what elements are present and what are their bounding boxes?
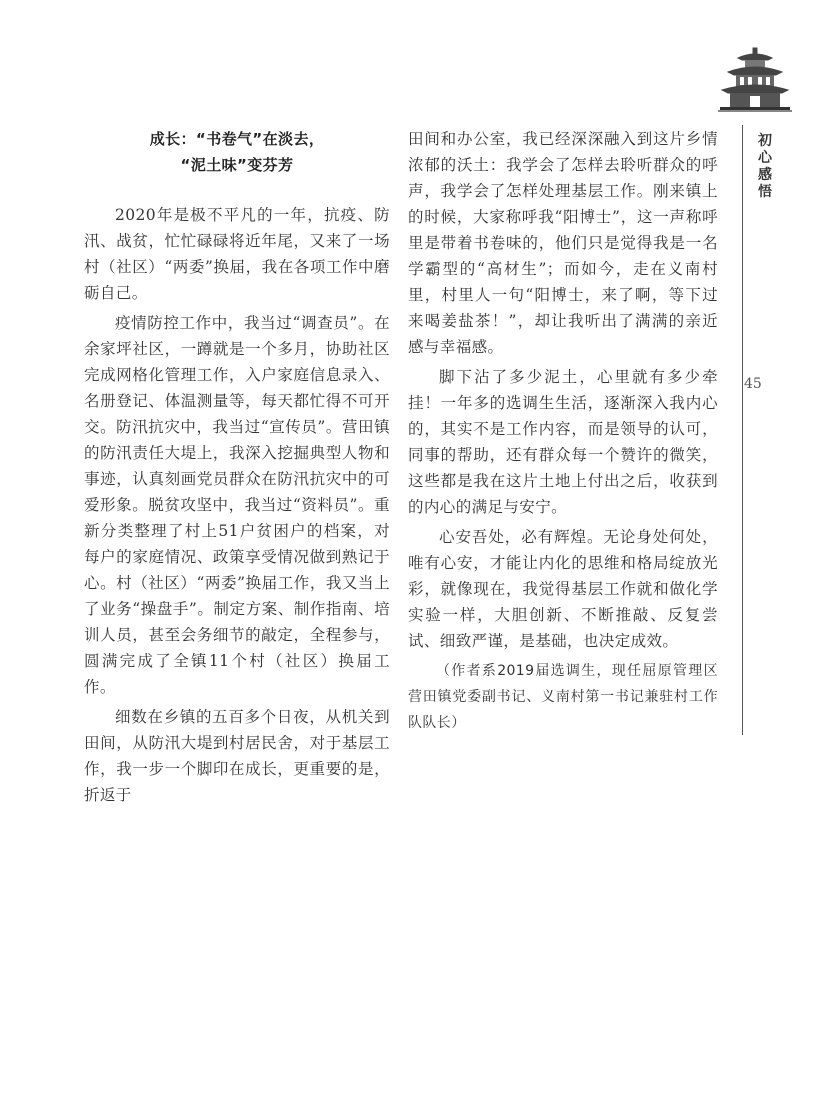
- author-note: （作者系2019届选调生，现任屈原管理区营田镇党委副书记、义南村第一书记兼驻村工作队队长）: [408, 663, 718, 731]
- vertical-rule: [742, 125, 743, 735]
- article-title: [84, 126, 390, 178]
- left-column: [84, 126, 390, 812]
- paragraph: 疫情防控工作中，我当过“调查员”。在余家坪社区，一蹲就是一个多月，协助社区完成网格化管理工作，入户家庭信息录入、名册登记、体温测量等，每天都忙得不可开交。防汛抗灾中，我当过“宣传员”。营田镇的防汛责任大堤上，我深入挖掘典型人物和事迹，认真刻画党员群众在防汛抗灾中的可爱形象。脱贫攻坚中，我当过“资料员”。重新分类整理了村上51户贫困户的档案，对每户的家庭情况、政策享受情况做到熟记于心。村（社区）“两委”换届工作，我又当上了业务“操盘手”。制定方案、制作指南、培训人员，甚至会务细节的敲定，全程参与，圆满完成了全镇11个村（社区）换届工作。: [84, 314, 390, 696]
- paragraph: 细数在乡镇的五百多个日夜，从机关到田间，从防汛大堤到村居民舍，对于基层工作，我一步一个脚印在成长，更重要的是，折返于: [84, 708, 390, 804]
- section-label: 初心感悟: [758, 133, 772, 200]
- paragraph: 脚下沾了多少泥土，心里就有多少牵挂！一年多的选调生生活，逐渐深入我内心的，其实不是工作内容，而是领导的认可，同事的帮助，还有群众每一个赞许的微笑，这些都是我在这片土地上付出之后，收获到的内心的满足与安宁。: [408, 368, 718, 516]
- right-column: [408, 126, 718, 736]
- paragraph: 心安吾处，必有辉煌。无论身处何处，唯有心安，才能让内化的思维和格局绽放光彩，就像现在，我觉得基层工作就和做化学实验一样，大胆创新、不断推敲、反复尝试、细致严谨，是基础，也决定成效。: [408, 528, 718, 650]
- paragraph: 2020年是极不平凡的一年，抗疫、防汛、战贫，忙忙碌碌将近年尾，又来了一场村（社区）“两委”换届，我在各项工作中磨砺自己。: [84, 206, 390, 302]
- page-number: 45: [744, 376, 762, 392]
- title-line-2: “泥土味”变芬芳: [180, 156, 294, 174]
- pavilion-tower-icon: [718, 46, 792, 118]
- title-line-1: 成长：“书卷气”在淡去，: [149, 130, 325, 148]
- paragraph-continuation: 田间和办公室，我已经深深融入到这片乡情浓郁的沃土：我学会了怎样去聆听群众的呼声，我学会了怎样处理基层工作。刚来镇上的时候，大家称呼我“阳博士”，这一声称呼里是带着书卷味的，他们只是觉得我是一名学霸型的“高材生”；而如今，走在义南村里，村里人一句“阳博士，来了啊，等下过来喝姜盐茶！”，却让我听出了满满的亲近感与幸福感。: [408, 130, 718, 356]
